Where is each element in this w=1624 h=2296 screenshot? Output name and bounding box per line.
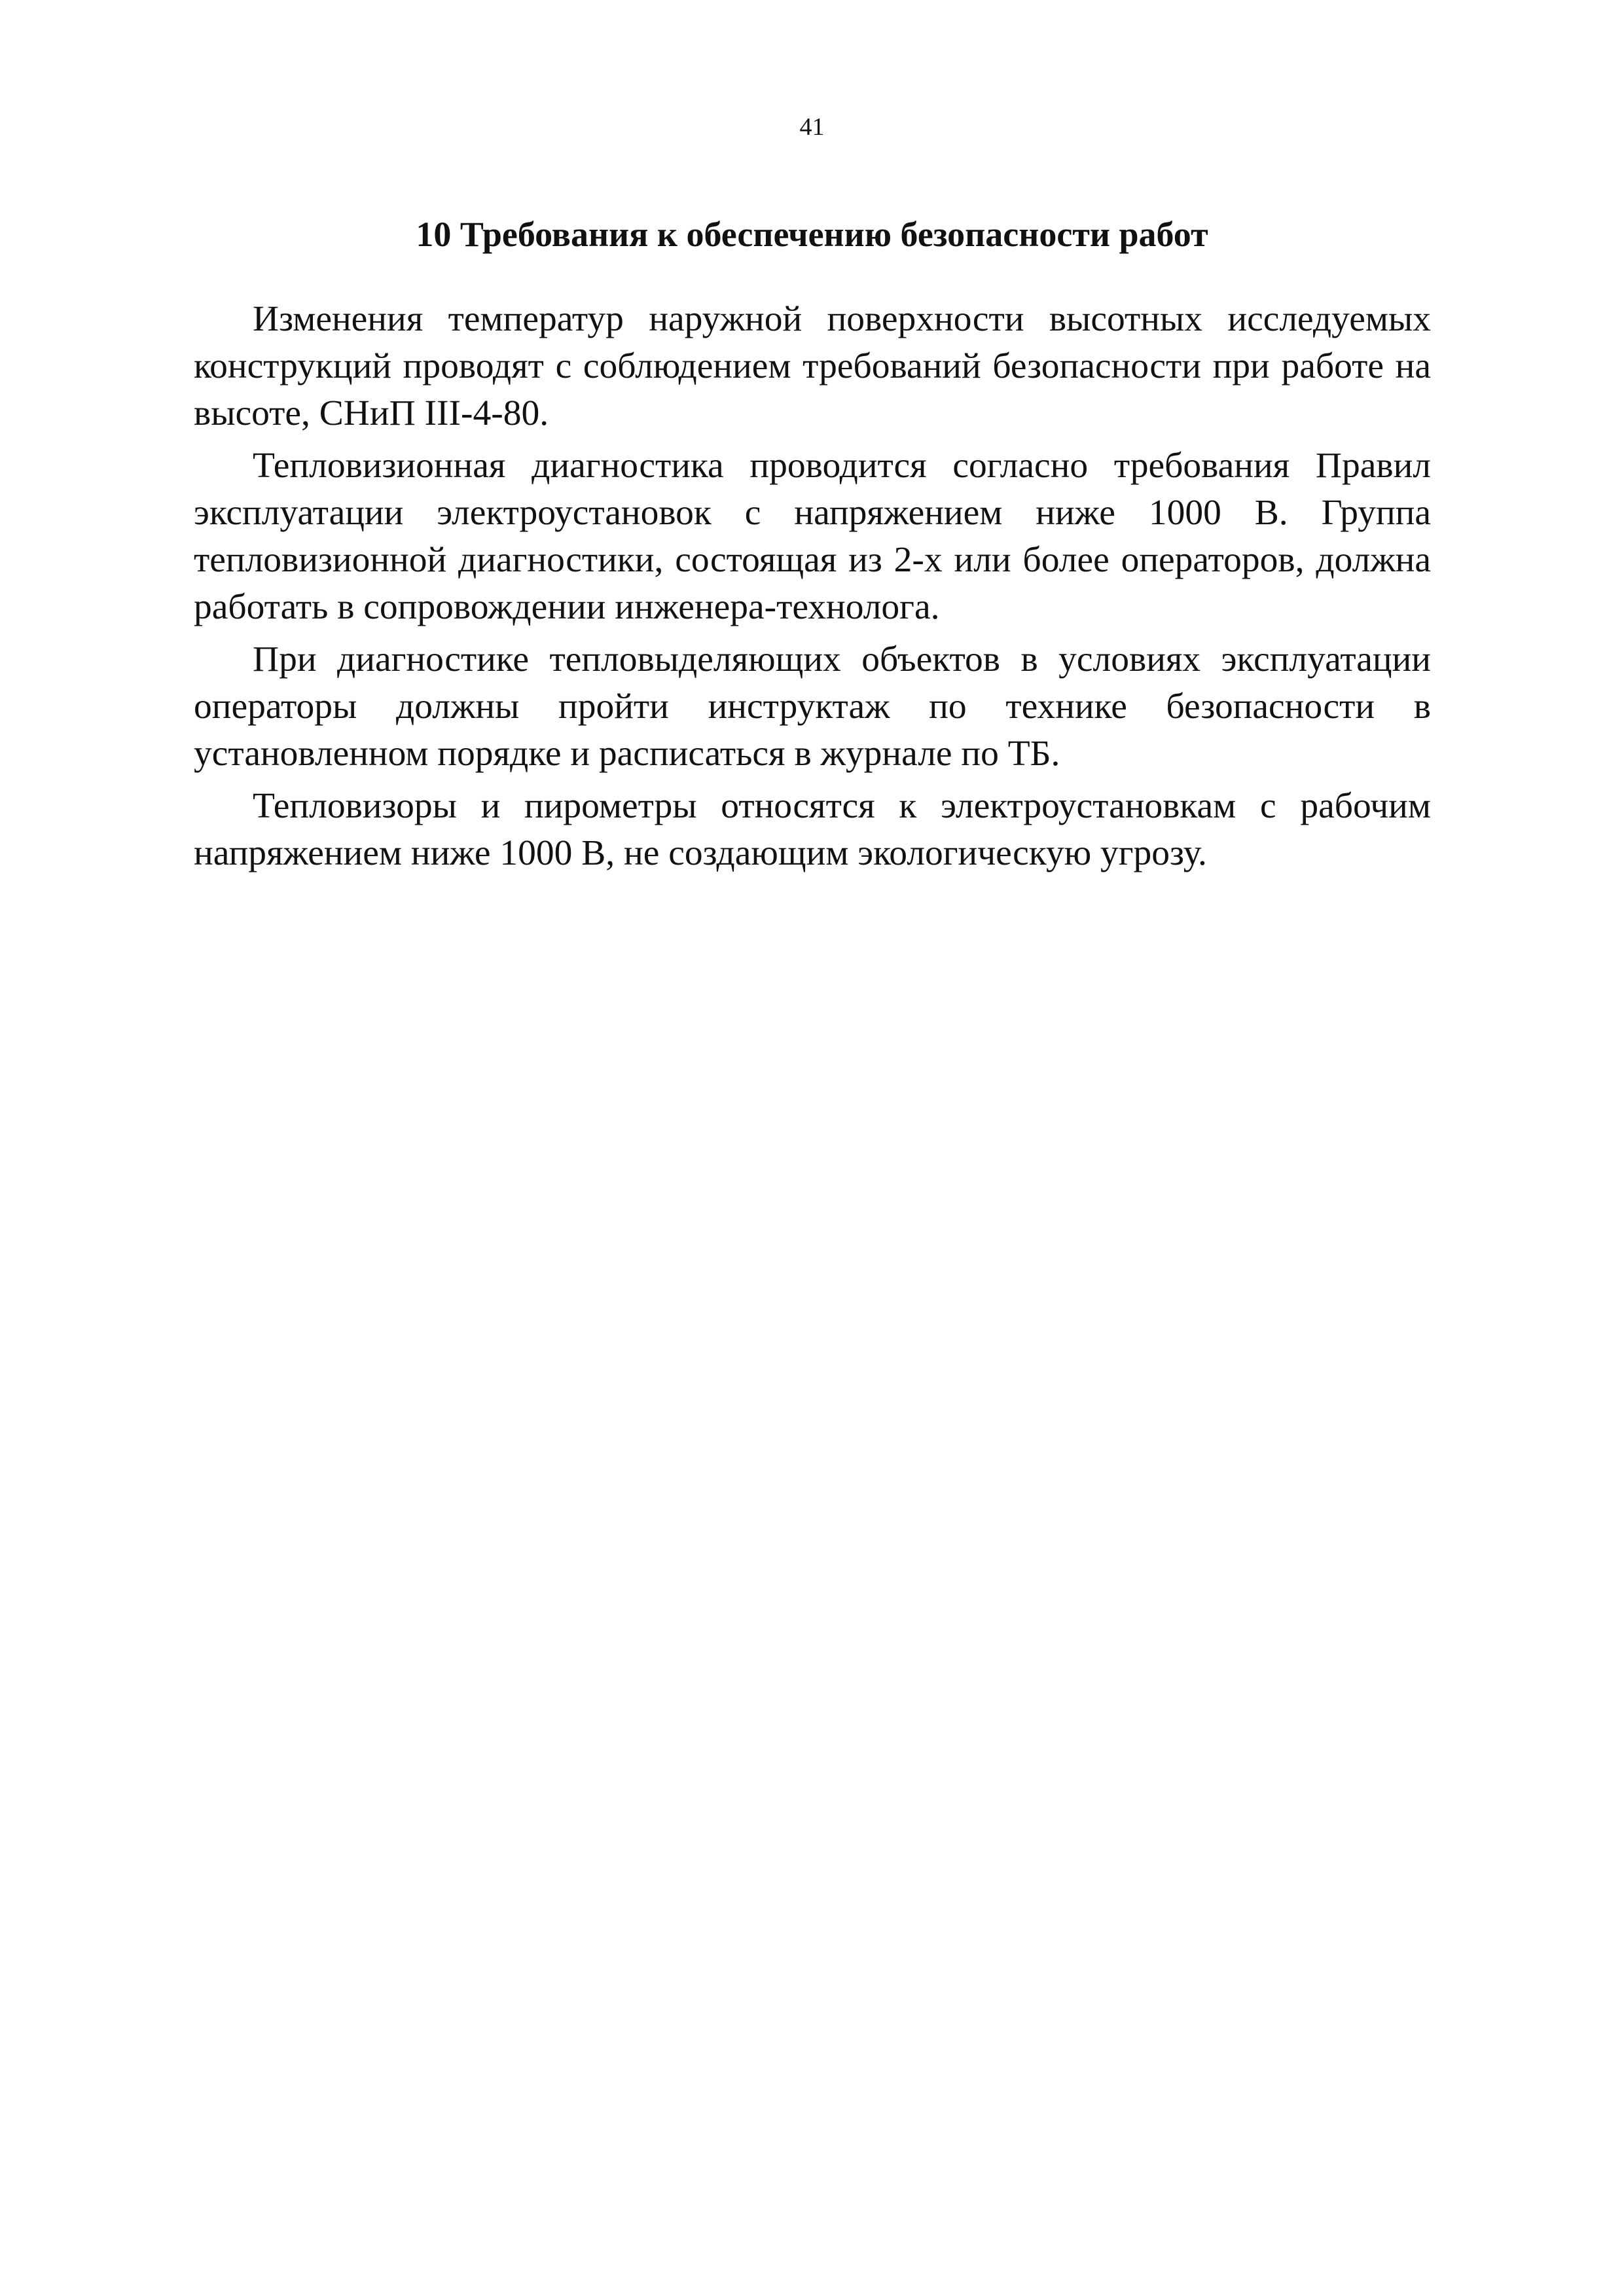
paragraph-device-classification: Тепловизоры и пирометры относятся к электроустановкам с рабочим напряжением ниже 1000 В, не создающим экологическую угрозу.	[194, 786, 1431, 873]
paragraph-electrical-rules: Тепловизионная диагностика проводится согласно требования Правил эксплуатации электроустановок с напряжением ниже 1000 В. Группа тепловизионной диагностики, состоящая из 2-х или более операторов, должна работать в сопровождении инженера-технолога.	[194, 446, 1431, 627]
page-number: 41	[799, 113, 825, 141]
body-text	[194, 296, 1431, 882]
paragraph-height-work-safety: Изменения температур наружной поверхности высотных исследуемых конструкций проводят с соблюдением требований безопасности при работе на высоте, СНиП III-4-80.	[194, 299, 1431, 433]
paragraph-safety-briefing: При диагностике тепловыделяющих объектов в условиях эксплуатации операторы должны пройти инструктаж по технике безопасности в установленном порядке и расписаться в журнале по ТБ.	[194, 639, 1431, 774]
section-title: 10 Требования к обеспечению безопасности работ	[416, 215, 1208, 254]
